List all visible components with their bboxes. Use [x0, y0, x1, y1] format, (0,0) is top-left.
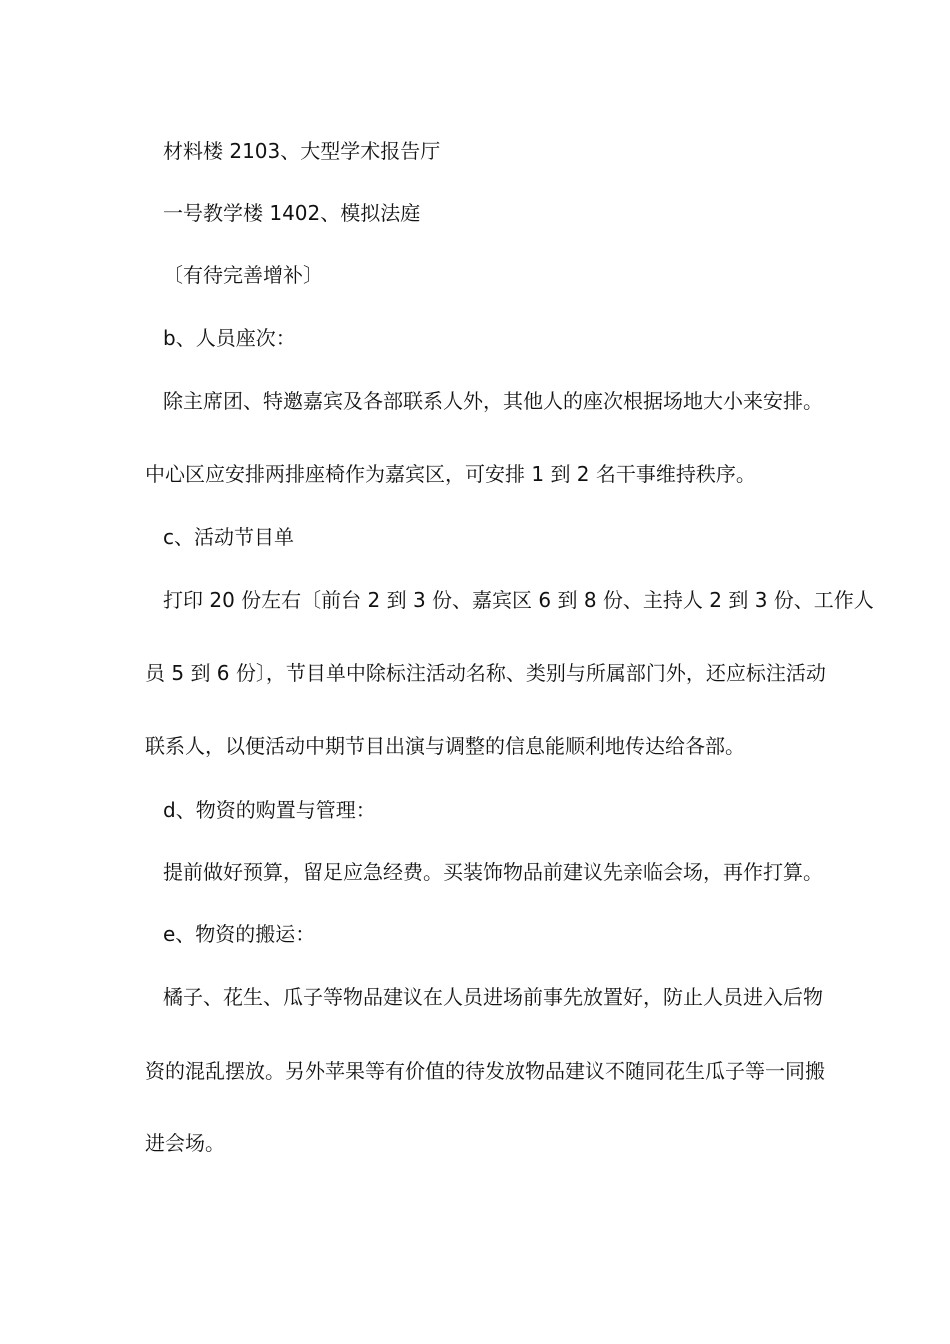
paragraph-seating-line-1: 除主席团、特邀嘉宾及各部联系人外，其他人的座次根据场地大小来安排。	[163, 389, 823, 413]
section-heading-program: c、活动节目单	[163, 525, 294, 549]
venue-line-teaching-building: 一号教学楼 1402、模拟法庭	[163, 201, 421, 225]
venue-line-materials-building: 材料楼 2103、大型学术报告厅	[163, 139, 441, 163]
paragraph-transport-line-1: 橘子、花生、瓜子等物品建议在人员进场前事先放置好，防止人员进入后物	[163, 985, 823, 1009]
section-heading-seating: b、人员座次：	[163, 326, 296, 350]
paragraph-seating-line-2: 中心区应安排两排座椅作为嘉宾区，可安排 1 到 2 名干事维持秩序。	[145, 462, 756, 486]
paragraph-program-line-2: 员 5 到 6 份〕，节目单中除标注活动名称、类别与所属部门外，还应标注活动	[145, 661, 826, 685]
paragraph-program-line-3: 联系人，以便活动中期节目出演与调整的信息能顺利地传达给各部。	[145, 734, 745, 758]
paragraph-transport-line-2: 资的混乱摆放。另外苹果等有价值的待发放物品建议不随同花生瓜子等一同搬	[145, 1059, 825, 1083]
paragraph-transport-line-3: 进会场。	[145, 1131, 225, 1155]
paragraph-purchase-line-1: 提前做好预算，留足应急经费。买装饰物品前建议先亲临会场，再作打算。	[163, 860, 823, 884]
paragraph-program-line-1: 打印 20 份左右〔前台 2 到 3 份、嘉宾区 6 到 8 份、主持人 2 到 3 份、工作人	[163, 588, 874, 612]
section-heading-transport: e、物资的搬运：	[163, 922, 316, 946]
section-heading-purchase: d、物资的购置与管理：	[163, 798, 376, 822]
pending-note: 〔有待完善增补〕	[163, 263, 323, 287]
